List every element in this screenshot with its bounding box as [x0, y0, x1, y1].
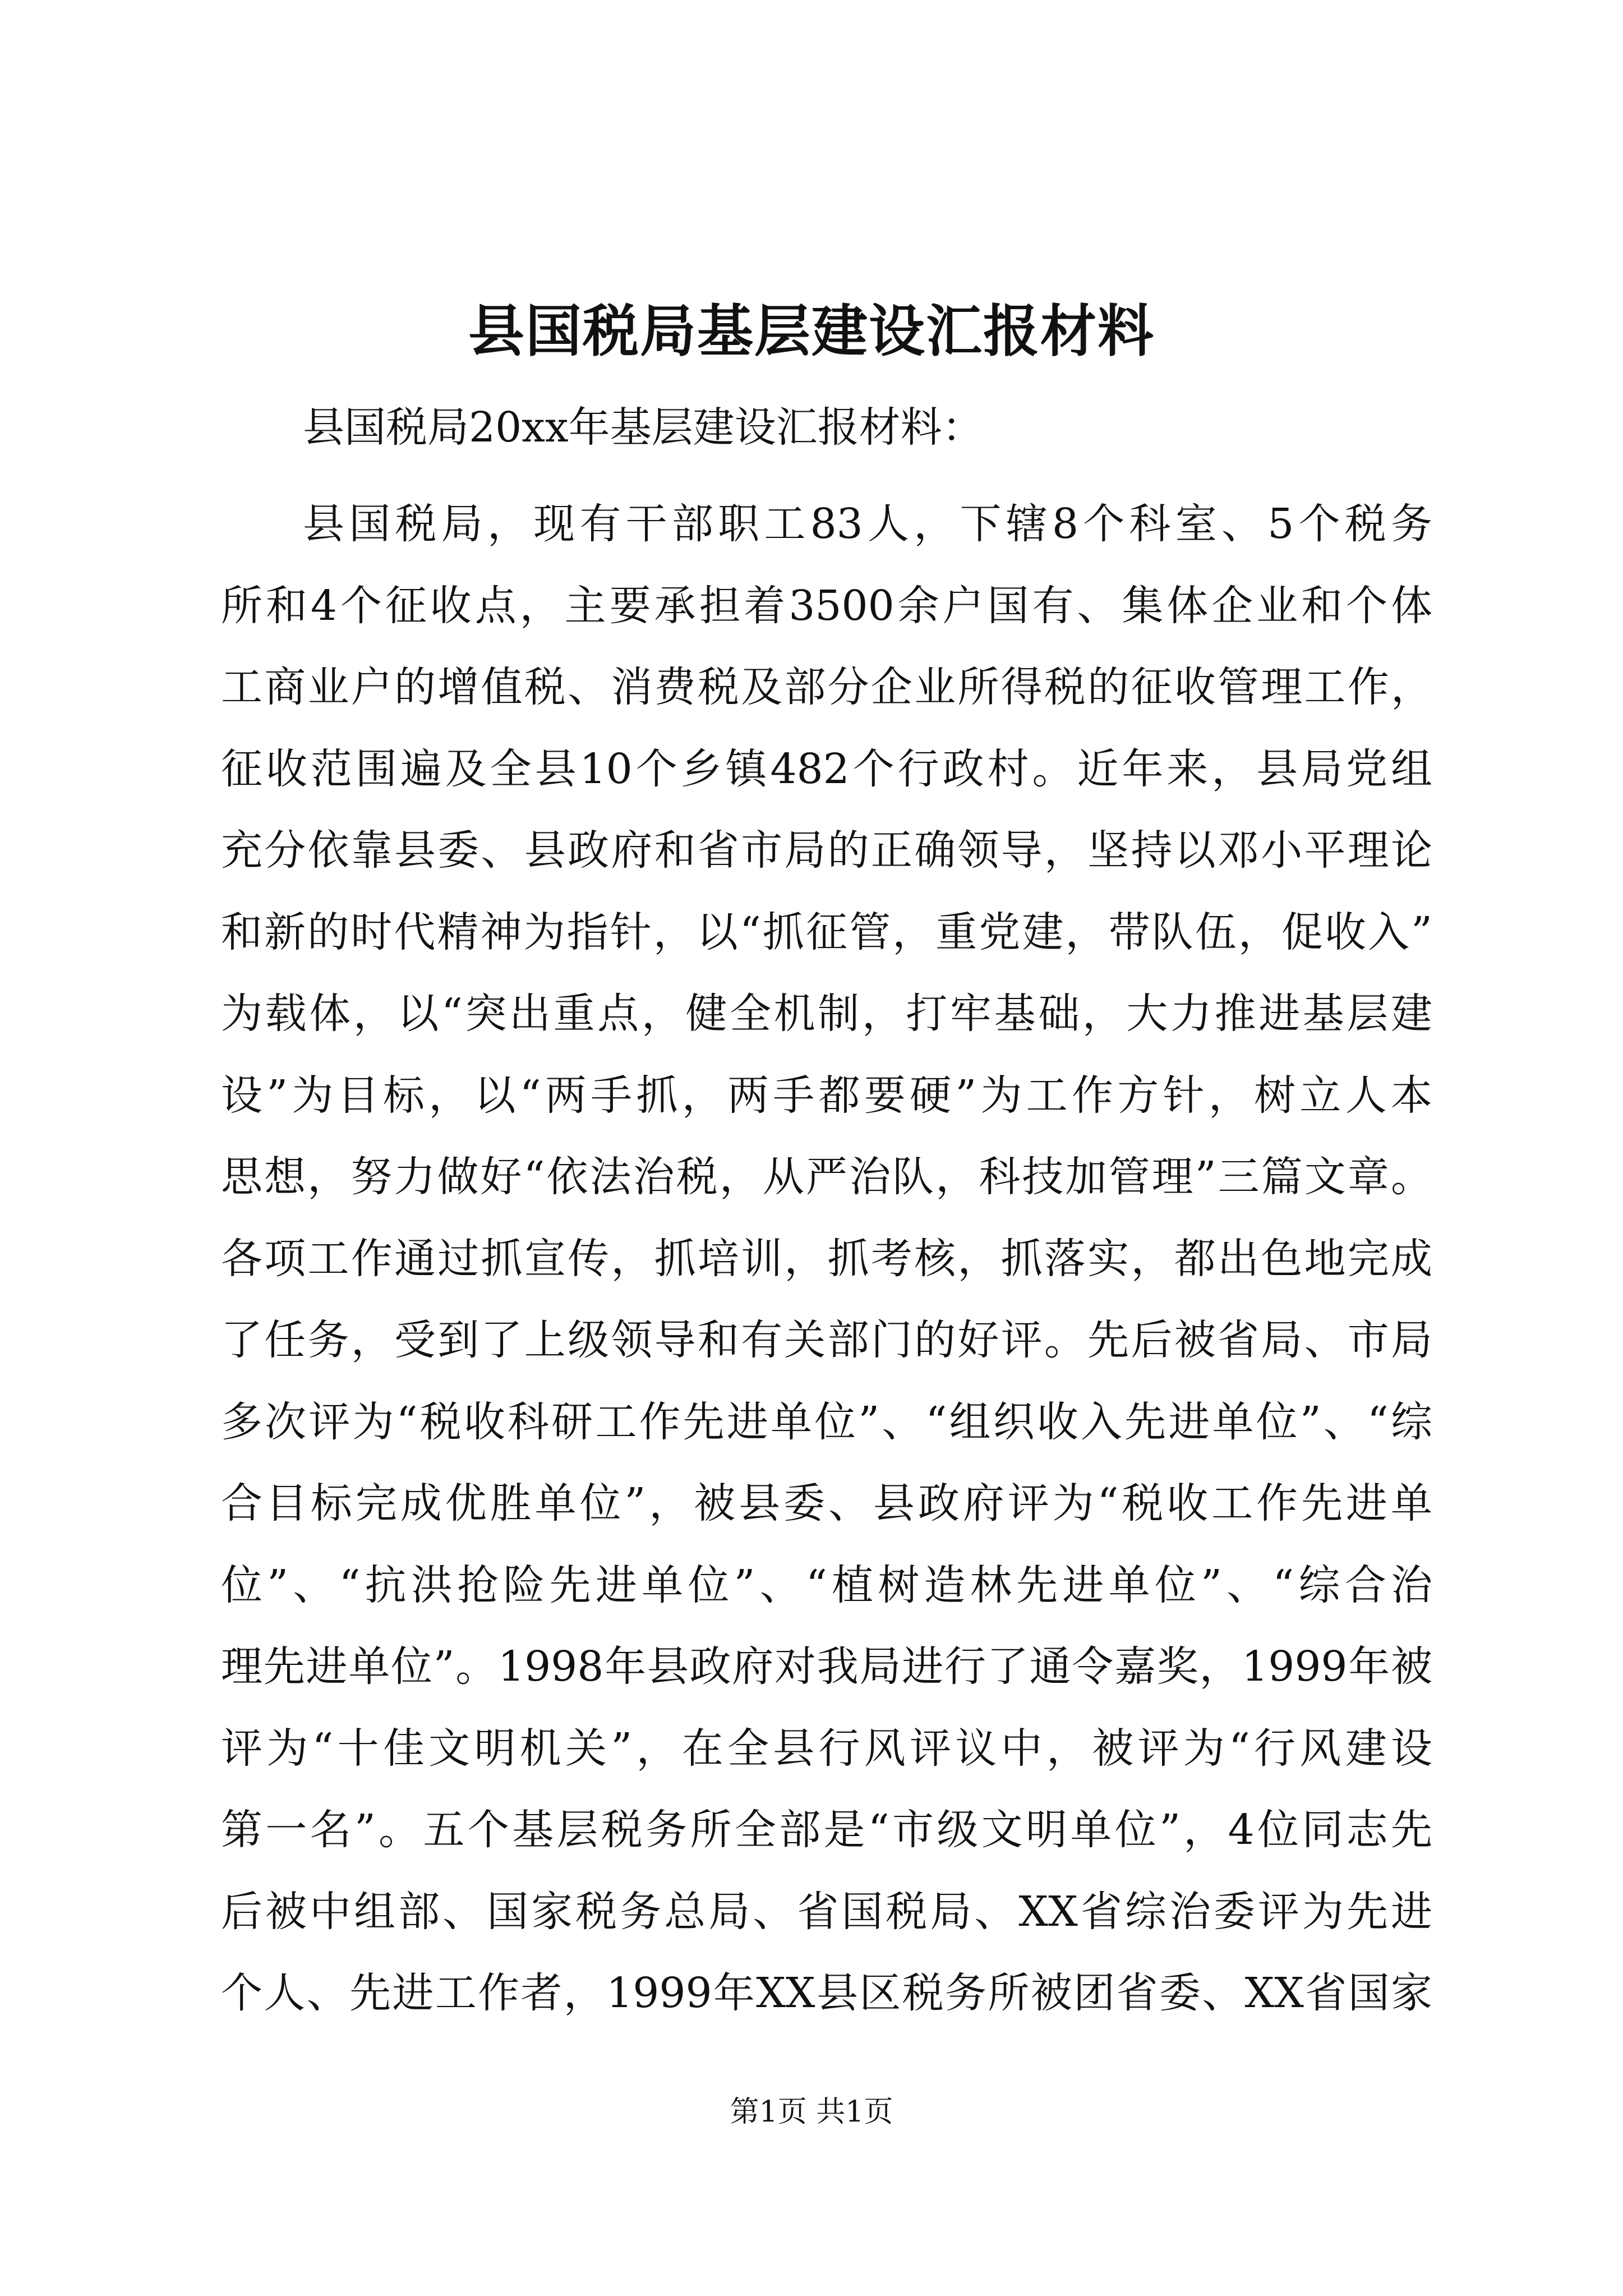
body-line: 后被中组部、国家税务总局、省国税局、XX省综治委评为先进	[221, 1887, 1432, 1936]
page-number-footer: 第1页 共1页	[730, 2095, 893, 2129]
body-line: 合目标完成优胜单位”，被县委、县政府评为“税收工作先进单	[221, 1479, 1432, 1527]
document-subtitle: 县国税局20xx年基层建设汇报材料：	[303, 403, 984, 452]
body-line: 所和4个征收点，主要承担着3500余户国有、集体企业和个体	[221, 581, 1432, 630]
body-line: 县国税局，现有干部职工83人，下辖8个科室、5个税务	[303, 500, 1432, 548]
body-line: 征收范围遍及全县10个乡镇482个行政村。近年来，县局党组	[221, 744, 1432, 793]
body-line: 个人、先进工作者，1999年XX县区税务所被团省委、XX省国家	[221, 1969, 1432, 2017]
body-line: 充分依靠县委、县政府和省市局的正确领导，坚持以邓小平理论	[221, 826, 1432, 875]
body-line: 了任务，受到了上级领导和有关部门的好评。先后被省局、市局	[221, 1316, 1432, 1364]
body-line: 设”为目标，以“两手抓，两手都要硬”为工作方针，树立人本	[221, 1071, 1432, 1120]
body-line: 和新的时代精神为指针，以“抓征管，重党建，带队伍，促收入”	[221, 908, 1432, 956]
body-line: 工商业户的增值税、消费税及部分企业所得税的征收管理工作，	[221, 663, 1432, 711]
body-line: 评为“十佳文明机关”，在全县行风评议中，被评为“行风建设	[221, 1724, 1432, 1773]
body-line: 位”、“抗洪抢险先进单位”、“植树造林先进单位”、“综合治	[221, 1561, 1432, 1609]
body-line: 为载体，以“突出重点，健全机制，打牢基础，大力推进基层建	[221, 990, 1432, 1038]
document-title: 县国税局基层建设汇报材料	[468, 298, 1155, 364]
body-line: 思想，努力做好“依法治税，从严治队，科技加管理”三篇文章。	[221, 1153, 1432, 1201]
body-line: 各项工作通过抓宣传，抓培训，抓考核，抓落实，都出色地完成	[221, 1234, 1432, 1283]
body-line: 理先进单位”。1998年县政府对我局进行了通令嘉奖，1999年被	[221, 1642, 1432, 1691]
body-line: 第一名”。五个基层税务所全部是“市级文明单位”，4位同志先	[221, 1806, 1432, 1854]
body-line: 多次评为“税收科研工作先进单位”、“组织收入先进单位”、“综	[221, 1397, 1432, 1446]
body-paragraph	[221, 484, 1432, 2035]
